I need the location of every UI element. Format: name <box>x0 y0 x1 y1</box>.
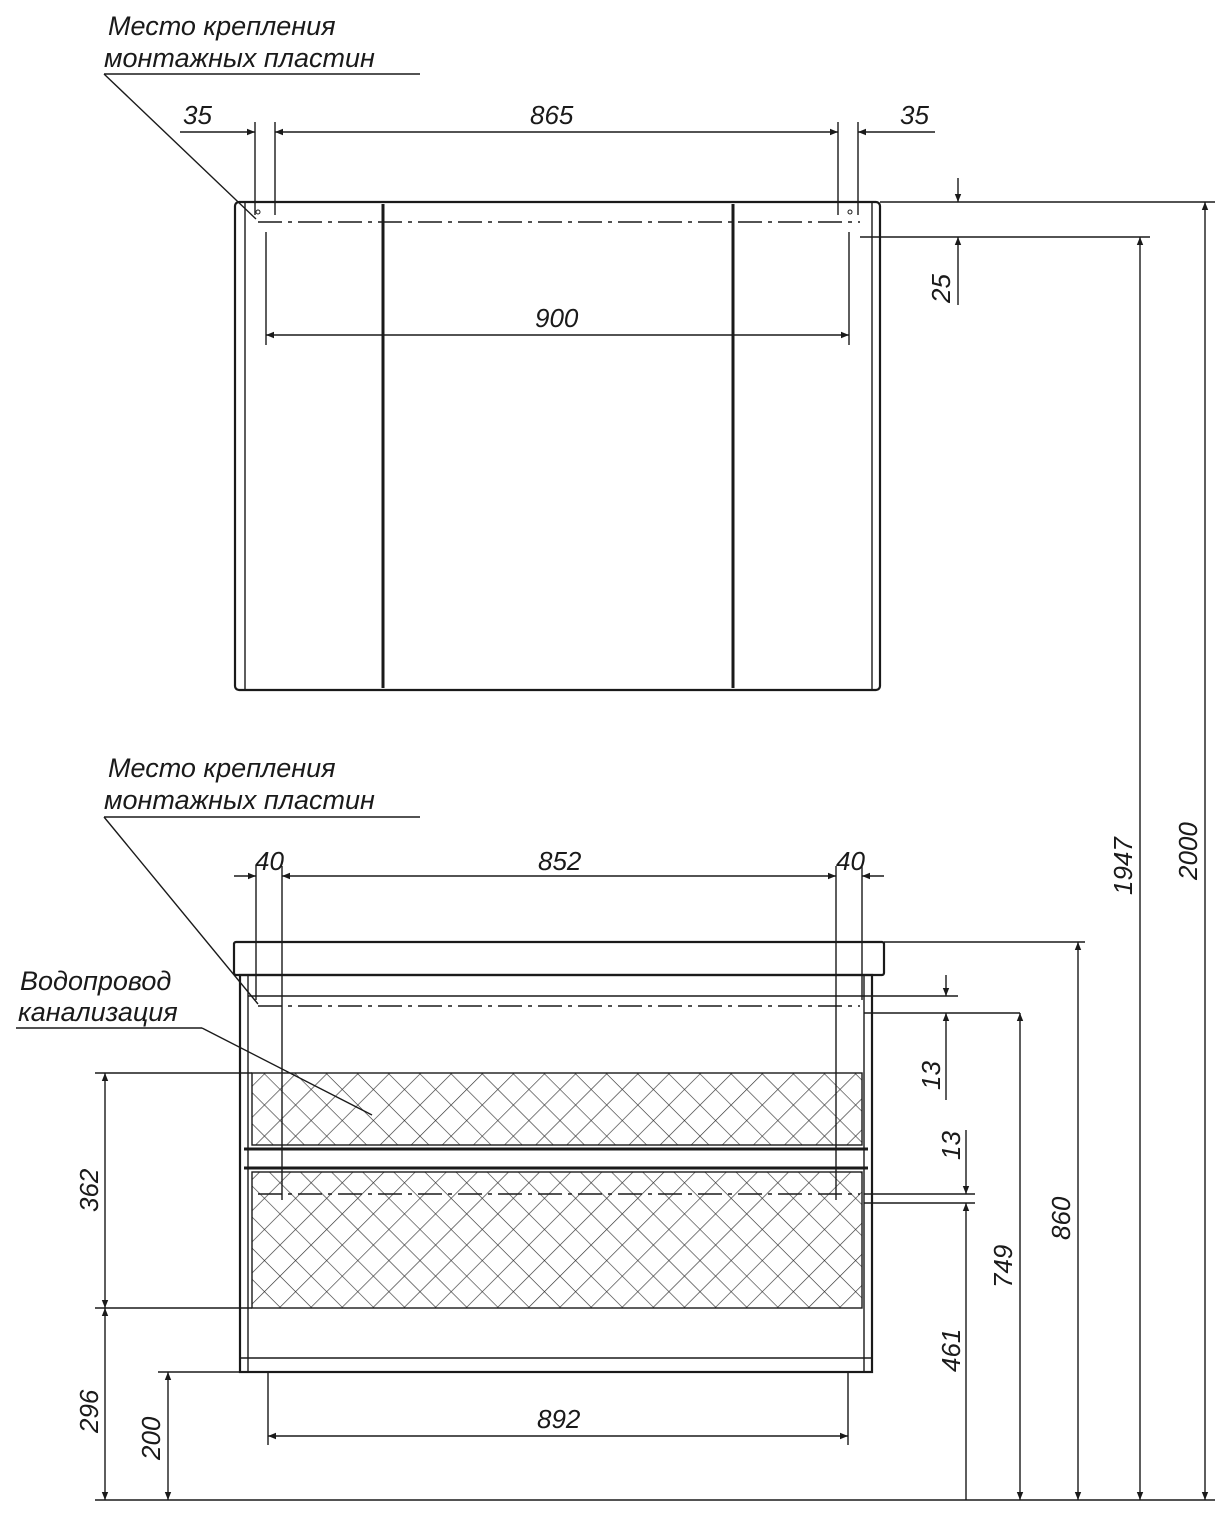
vanity-right-dimensions <box>864 942 1085 1500</box>
vanity-unit <box>234 942 884 1372</box>
mirror-cabinet <box>235 202 880 690</box>
dim-bottom-floor: 200 <box>136 1416 166 1460</box>
overall-dimensions <box>1108 202 1205 1500</box>
dim-mount-top: 13 <box>916 1061 946 1090</box>
vanity-countertop <box>234 942 884 975</box>
vanity-drawer-upper <box>252 1073 862 1145</box>
mirror-note-line1: Место крепления <box>108 11 336 41</box>
dim-mirror-mount-height: 1947 <box>1108 837 1138 895</box>
mirror-mount-note <box>104 11 420 219</box>
mirror-dim-mount-spacing: 900 <box>535 303 579 333</box>
vanity-note-line1: Место крепления <box>108 753 336 783</box>
mirror-mount-width-dimension <box>266 232 849 345</box>
plumbing-line2: канализация <box>18 997 178 1027</box>
mirror-note-line2: монтажных пластин <box>104 43 375 73</box>
vanity-dim-right: 40 <box>836 846 865 876</box>
dim-plumbing-floor: 296 <box>74 1389 104 1433</box>
mirror-dim-left: 35 <box>183 100 212 130</box>
mirror-top-dimensions <box>180 100 935 215</box>
mirror-dim-right: 35 <box>900 100 929 130</box>
dim-plumbing-zone: 362 <box>74 1168 104 1212</box>
dim-vanity-width: 892 <box>537 1404 581 1434</box>
vanity-dim-middle: 852 <box>538 846 582 876</box>
vanity-note-line2: монтажных пластин <box>104 785 375 815</box>
dim-total-height: 2000 <box>1173 822 1203 880</box>
dim-top-height: 860 <box>1046 1196 1076 1240</box>
dim-lower-mount-height: 461 <box>936 1328 966 1372</box>
dim-mount-lower: 13 <box>936 1131 966 1160</box>
vanity-width-dimension <box>268 1372 848 1445</box>
mirror-mount-offset-dimension <box>860 178 1215 305</box>
mirror-dim-middle: 865 <box>530 100 574 130</box>
vanity-top-dimensions <box>234 846 884 1000</box>
mirror-dim-mount-offset: 25 <box>926 274 956 303</box>
plumbing-line1: Водопровод <box>20 966 172 996</box>
vanity-drawer-lower <box>252 1172 862 1308</box>
vanity-dim-left: 40 <box>255 846 284 876</box>
mirror-cabinet-body <box>235 202 880 690</box>
dim-upper-mount-height: 749 <box>988 1244 1018 1288</box>
